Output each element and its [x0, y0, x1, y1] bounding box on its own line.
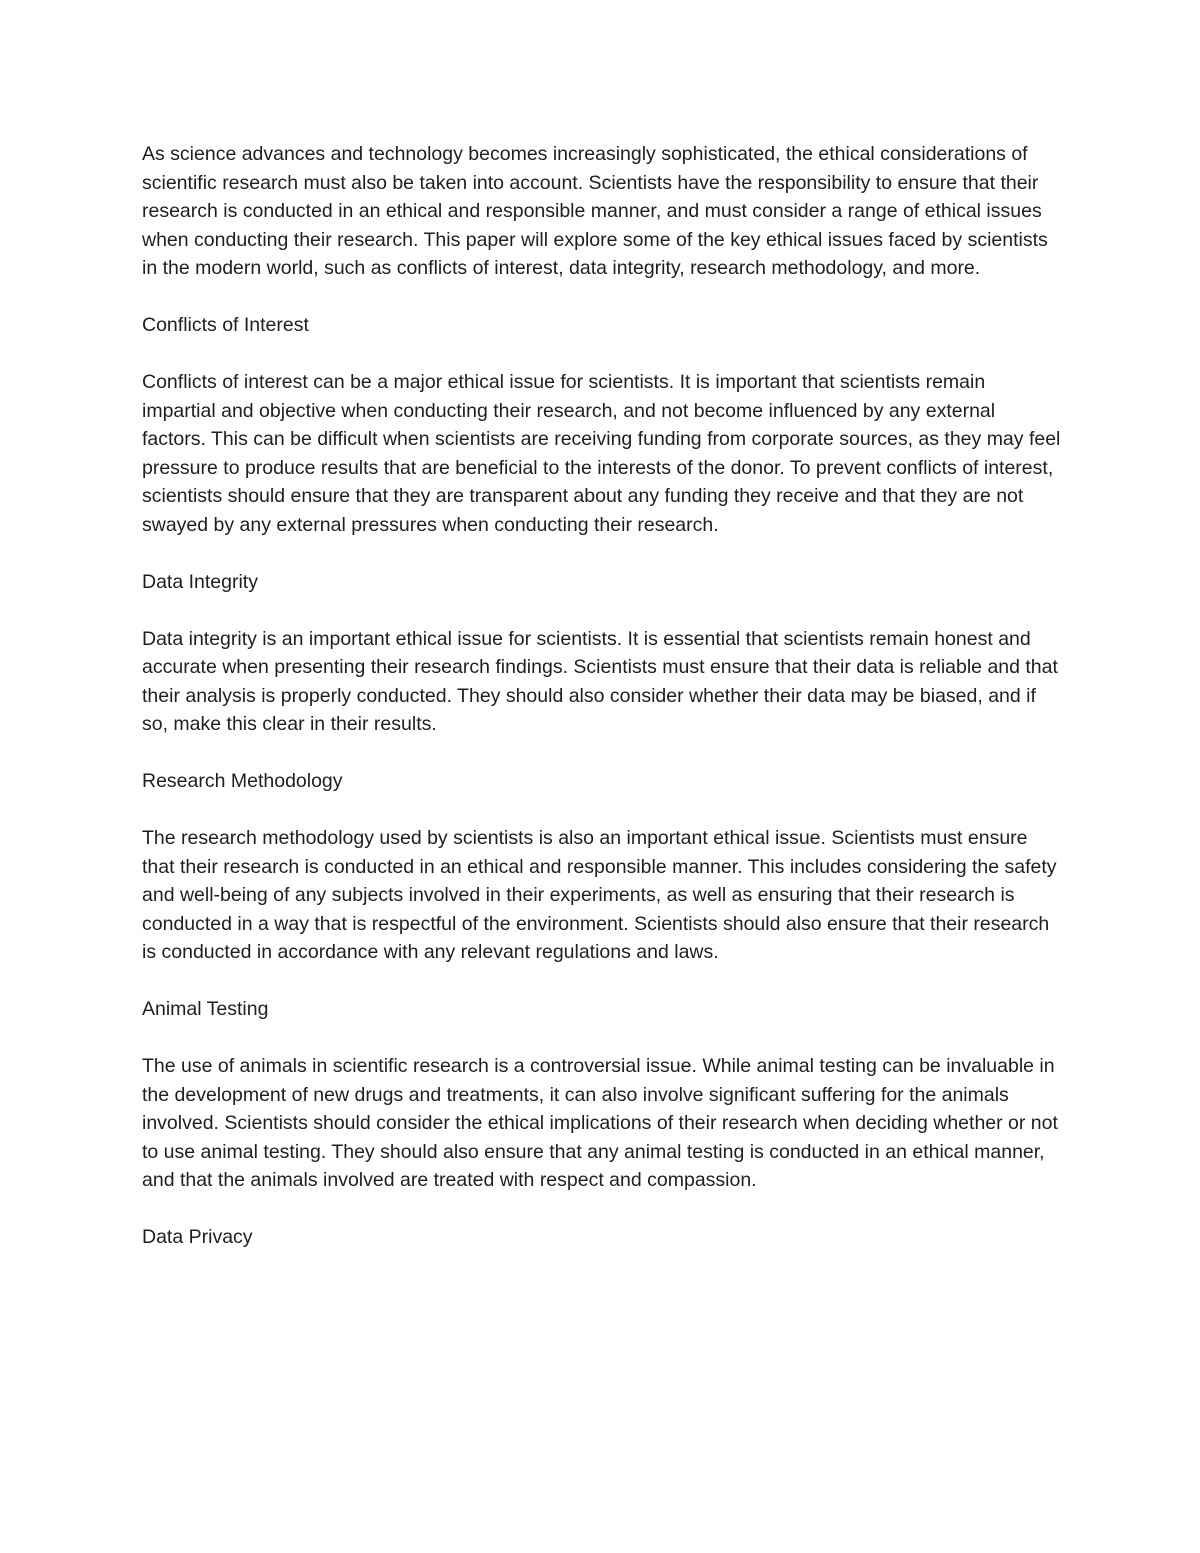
intro-paragraph: As science advances and technology becomes increasingly sophisticated, the ethical considerations of scientific research must also be taken into account. Scientists have the responsibility to ensure that their research is conducted in an ethical and responsible manner, and must consider a range of ethical issues when conducting their research. This paper will explore some of the key ethical issues faced by scientists in the modern world, such as conflicts of interest, data integrity, research methodology, and more.: [142, 143, 1048, 279]
section-body-animal-testing: The use of animals in scientific research is a controversial issue. While animal testing can be invaluable in the development of new drugs and treatments, it can also involve significant suffering for the animals involved. Scientists should consider the ethical implications of their research when deciding whether or not to use animal testing. They should also ensure that any animal testing is conducted in an ethical manner, and that the animals involved are treated with respect and compassion.: [142, 1055, 1058, 1191]
section-body-conflicts-of-interest: Conflicts of interest can be a major ethical issue for scientists. It is important that scientists remain impartial and objective when conducting their research, and not become influenced by any external factors. This can be difficult when scientists are receiving funding from corporate sources, as they may feel pressure to produce results that are beneficial to the interests of the donor. To prevent conflicts of interest, scientists should ensure that they are transparent about any funding they receive and that they are not swayed by any external pressures when conducting their research.: [142, 371, 1061, 536]
section-heading-data-integrity: Data Integrity: [142, 570, 258, 593]
document-body: [142, 140, 1062, 1280]
section-body-data-integrity: Data integrity is an important ethical issue for scientists. It is essential that scientists remain honest and accurate when presenting their research findings. Scientists must ensure that their data is reliable and that their analysis is properly conducted. They should also consider whether their data may be biased, and if so, make this clear in their results.: [142, 627, 1058, 735]
section-heading-conflicts-of-interest: Conflicts of Interest: [142, 314, 309, 336]
section-heading-data-privacy: Data Privacy: [142, 1226, 253, 1248]
section-heading-animal-testing: Animal Testing: [142, 998, 269, 1020]
section-body-research-methodology: The research methodology used by scientists is also an important ethical issue. Scientists must ensure that their research is conducted in an ethical and responsible manner. This includes considering the safety and well-being of any subjects involved in their experiments, as well as ensuring that their research is conducted in a way that is respectful of the environment. Scientists should also ensure that their research is conducted in accordance with any relevant regulations and laws.: [142, 827, 1057, 963]
section-heading-research-methodology: Research Methodology: [142, 770, 343, 792]
